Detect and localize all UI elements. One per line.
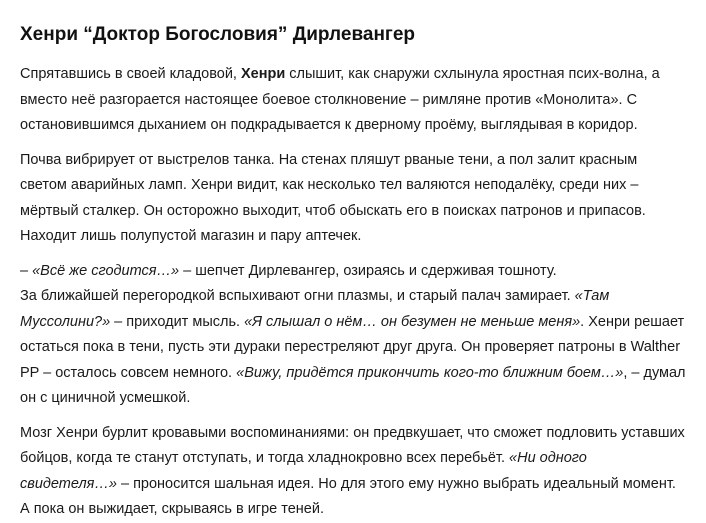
p4-quote-1: «Там Муссолини?» (20, 288, 610, 330)
p1-text-c: слышит, как снаружи схлынула яростная псих-волна, а вместо неё разгорается настоящее боевое столкновение – римляне против «Монолита». С остановившимся дыханием он подкрадывается к дверному проёму, выглядывая в коридор. (20, 66, 660, 133)
paragraph-4 (20, 284, 686, 412)
p4-text-b: – приходит мысль. (110, 313, 245, 330)
p3-quote: «Всё же сгодится…» (32, 262, 180, 279)
paragraph-3 (20, 259, 686, 285)
p4-quote-3: «Вижу, придётся прикончить кого-то ближним боем…» (236, 364, 624, 381)
p4-text-d: , – думал он с циничной усмешкой. (20, 364, 686, 406)
p3-rest: – шепчет Дирлевангер, озираясь и сдерживая тошноту. (179, 262, 557, 279)
p5-text-a: Мозг Хенри бурлит кровавыми воспоминаниями: он предвкушает, что сможет подловить уставших бойцов, когда те станут отступать, и тогда хладнокровно всех перебьёт. (20, 424, 685, 466)
paragraph-1 (20, 62, 686, 139)
p1-text-a: Спрятавшись в своей кладовой, (20, 66, 241, 82)
p5-quote: «Ни одного свидетеля…» (20, 450, 587, 492)
p4-text-c: . Хенри решает остаться пока в тени, пусть эти дураки перестреляют друг друга. Он проверяет патроны в Walther PP – осталось совсем немного. (20, 313, 685, 381)
p4-quote-2: «Я слышал о нём… он безумен не меньше меня» (244, 313, 581, 330)
p4-text-a: За ближайшей перегородкой вспыхивают огни плазмы, и старый палач замирает. (20, 288, 575, 304)
p3-dash: – (20, 262, 33, 279)
paragraph-2: Почва вибрирует от выстрелов танка. На стенах пляшут рваные тени, а пол залит красным светом аварийных ламп. Хенри видит, как несколько тел валяются неподалёку, среди них – мёртвый сталкер. Он осторожно выходит, чтоб обыскать его в поисках патронов и припасов. Находит лишь полупустой магазин и пару аптечек. (20, 151, 646, 244)
p1-name-bold: Хенри (240, 66, 286, 82)
paragraph-5 (20, 421, 686, 523)
p5-text-b: – проносится шальная идея. Но для этого ему нужно выбрать идеальный момент. А пока он выжидает, скрываясь в игре теней. (20, 475, 676, 517)
article-title: Хенри “Доктор Богословия” Дирлевангер (20, 24, 416, 45)
